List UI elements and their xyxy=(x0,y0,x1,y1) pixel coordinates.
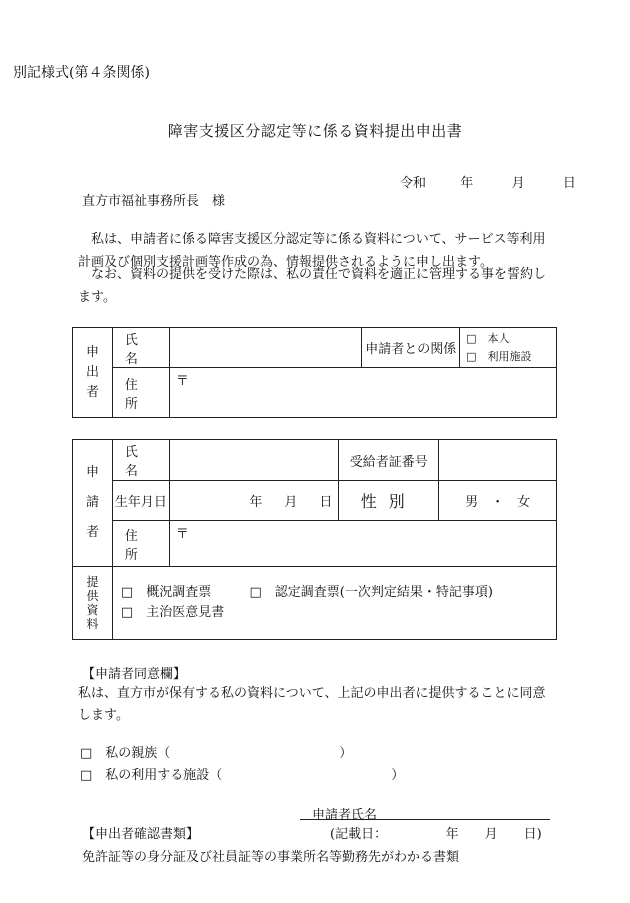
date-line xyxy=(400,172,576,191)
postal-mark: 〒 xyxy=(175,527,189,542)
applicant-section-label: 申 請 者 xyxy=(73,440,113,567)
documents-section-label: 提 供 資 料 xyxy=(73,567,113,640)
applicant-signature-label: 申請者氏名 xyxy=(312,808,378,823)
paragraph-request: 私は、申請者に係る障害支援区分認定等に係る資料について、サービス等利用計画及び個別支援計画等作成の為、情報提供されるように申し出ます。 xyxy=(78,232,546,270)
option-facility[interactable]: □ 私の利用する施設（ ） xyxy=(80,768,405,783)
recipient-number-label: 受給者証番号 xyxy=(339,440,439,481)
form-label: 別記様式(第４条関係) xyxy=(13,65,150,81)
requester-table xyxy=(72,327,557,418)
gender-label: 性別 xyxy=(339,481,439,521)
confirmation-text: 免許証等の身分証及び社員証等の事業所名等勤務先がわかる書類 xyxy=(82,850,460,865)
date-month: 月 xyxy=(511,176,525,191)
relation-label: 申請者との関係 xyxy=(362,328,460,368)
relation-options[interactable] xyxy=(460,328,557,368)
recipient-number-field[interactable] xyxy=(439,440,557,481)
documents-options xyxy=(112,567,556,640)
doc-option-overview[interactable]: □ 概況調査票 xyxy=(120,585,212,600)
applicant-name-field[interactable] xyxy=(169,440,339,481)
requester-section-label: 申 出 者 xyxy=(73,328,113,418)
applicant-signature-line[interactable] xyxy=(300,804,550,823)
relation-option-self[interactable]: □ 本人 xyxy=(466,331,510,345)
applicant-name-label: 氏名 xyxy=(112,440,169,481)
gender-options[interactable]: 男 ・ 女 xyxy=(439,481,557,521)
confirmation-heading: 【申出者確認書類】 xyxy=(82,827,200,842)
requester-address-field[interactable] xyxy=(169,368,556,418)
date-era: 令和 xyxy=(400,176,427,191)
doc-option-survey[interactable]: □ 認定調査票(一次判定結果・特記事項) xyxy=(249,585,493,600)
date-year: 年 xyxy=(460,176,474,191)
consent-text: 私は、直方市が保有する私の資料について、上記の申出者に提供することに同意します。 xyxy=(78,686,546,723)
relation-option-facility[interactable]: □ 利用施設 xyxy=(466,349,532,363)
requester-address-label: 住所 xyxy=(112,368,169,418)
applicant-address-field[interactable] xyxy=(169,521,556,567)
option-relatives[interactable]: □ 私の親族（ ） xyxy=(80,746,353,761)
birthdate-field[interactable]: 年 月 日 xyxy=(169,481,339,521)
doc-option-doctor-opinion[interactable]: □ 主治医意見書 xyxy=(120,605,225,620)
requester-name-label: 氏名 xyxy=(112,328,169,368)
record-date: (記載日： 年 月 日) xyxy=(330,827,542,842)
addressee: 直方市福祉事務所長 様 xyxy=(82,194,226,209)
paragraph-pledge: なお、資料の提供を受けた際は、私の責任で資料を適正に管理する事を誓約します。 xyxy=(78,267,547,305)
consent-heading: 【申請者同意欄】 xyxy=(82,667,187,682)
requester-name-field[interactable] xyxy=(169,328,362,368)
birthdate-label: 生年月日 xyxy=(112,481,169,521)
applicant-address-label: 住所 xyxy=(112,521,169,567)
document-title: 障害支援区分認定等に係る資料提出申出書 xyxy=(167,122,463,140)
postal-mark: 〒 xyxy=(175,374,189,389)
date-day: 日 xyxy=(562,176,576,191)
applicant-table xyxy=(72,439,557,640)
